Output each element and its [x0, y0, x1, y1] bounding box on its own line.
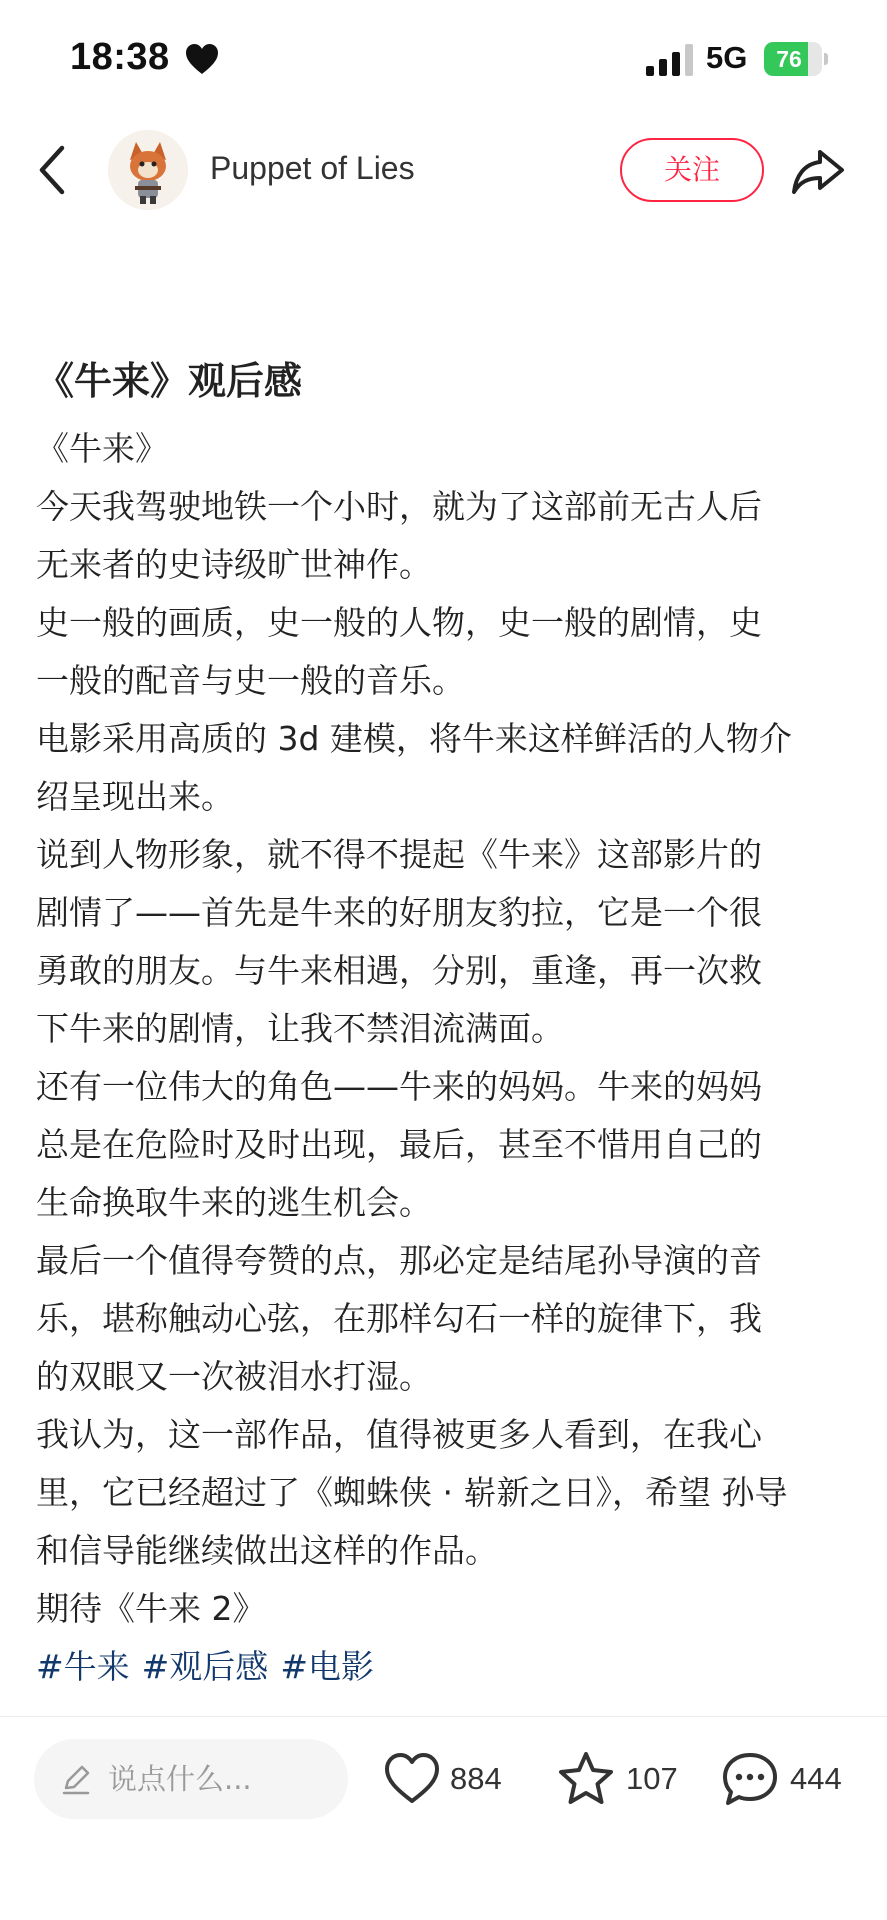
network-type: 5G — [706, 40, 748, 75]
status-time: 18:38 — [70, 36, 170, 78]
post-line: 一般的配音与史一般的音乐。 — [36, 661, 465, 700]
post-line: 下牛来的剧情，让我不禁泪流满面。 — [36, 1009, 564, 1048]
username[interactable]: Puppet of Lies — [210, 150, 415, 186]
post-line: 电影采用高质的 3d 建模，将牛来这样鲜活的人物介 — [36, 719, 792, 758]
comment-icon — [720, 1749, 780, 1809]
comment-count: 444 — [790, 1761, 842, 1796]
hashtag-link[interactable]: #电影 — [280, 1647, 374, 1686]
comment-button[interactable] — [720, 1739, 860, 1819]
like-button[interactable] — [382, 1739, 512, 1819]
post-title: 《牛来》观后感 — [36, 359, 303, 403]
star-icon — [556, 1749, 616, 1809]
status-bar — [0, 0, 887, 120]
post-line: 还有一位伟大的角色——牛来的妈妈。牛来的妈妈 — [36, 1067, 762, 1106]
post-line: 里，它已经超过了《蜘蛛侠 · 崭新之日》，希望 孙导 — [36, 1473, 788, 1512]
heart-icon — [184, 42, 220, 76]
collect-button[interactable] — [556, 1739, 686, 1819]
comment-placeholder: 说点什么... — [108, 1762, 252, 1796]
battery-icon — [764, 42, 828, 76]
like-icon — [382, 1749, 442, 1809]
like-count: 884 — [450, 1761, 502, 1796]
nav-bar — [0, 120, 887, 220]
post-line: 的双眼又一次被泪水打湿。 — [36, 1357, 432, 1396]
tag-list — [36, 1638, 856, 1696]
post-line: 期待《牛来 2》 — [36, 1589, 266, 1628]
post-line: 勇敢的朋友。与牛来相遇，分别，重逢，再一次救 — [36, 951, 762, 990]
comment-input[interactable] — [34, 1739, 348, 1819]
post-line: 剧情了——首先是牛来的好朋友豹拉，它是一个很 — [36, 893, 762, 932]
post-line: 绍呈现出来。 — [36, 777, 234, 816]
post-line: 我认为，这一部作品，值得被更多人看到，在我心 — [36, 1415, 762, 1454]
back-icon[interactable] — [30, 140, 80, 200]
signal-icon — [646, 44, 694, 76]
post-line: 《牛来》 — [36, 429, 168, 468]
post-line: 乐，堪称触动心弦，在那样勾石一样的旋律下，我 — [36, 1299, 762, 1338]
bottom-bar — [0, 1717, 887, 1920]
hashtag-link[interactable]: #牛来 — [36, 1647, 130, 1686]
hashtag-link[interactable]: #观后感 — [141, 1647, 269, 1686]
post-line: 史一般的画质，史一般的人物，史一般的剧情，史 — [36, 603, 762, 642]
post-line: 无来者的史诗级旷世神作。 — [36, 545, 432, 584]
post-line: 总是在危险时及时出现，最后，甚至不惜用自己的 — [36, 1125, 762, 1164]
post-line: 生命换取牛来的逃生机会。 — [36, 1183, 432, 1222]
avatar[interactable] — [108, 130, 188, 210]
post-line: 说到人物形象，就不得不提起《牛来》这部影片的 — [36, 835, 762, 874]
post-line: 最后一个值得夸赞的点，那必定是结尾孙导演的音 — [36, 1241, 762, 1280]
collect-count: 107 — [626, 1761, 678, 1796]
pencil-icon — [58, 1761, 94, 1797]
post-line: 和信导能继续做出这样的作品。 — [36, 1531, 498, 1570]
follow-button[interactable]: 关注 — [620, 138, 764, 202]
battery-percent: 76 — [776, 46, 802, 72]
post-line: 今天我驾驶地铁一个小时，就为了这部前无古人后 — [36, 487, 762, 526]
share-icon[interactable] — [790, 146, 846, 196]
avatar-image — [108, 130, 188, 210]
post-body — [36, 420, 856, 1638]
post-content — [36, 348, 856, 1696]
